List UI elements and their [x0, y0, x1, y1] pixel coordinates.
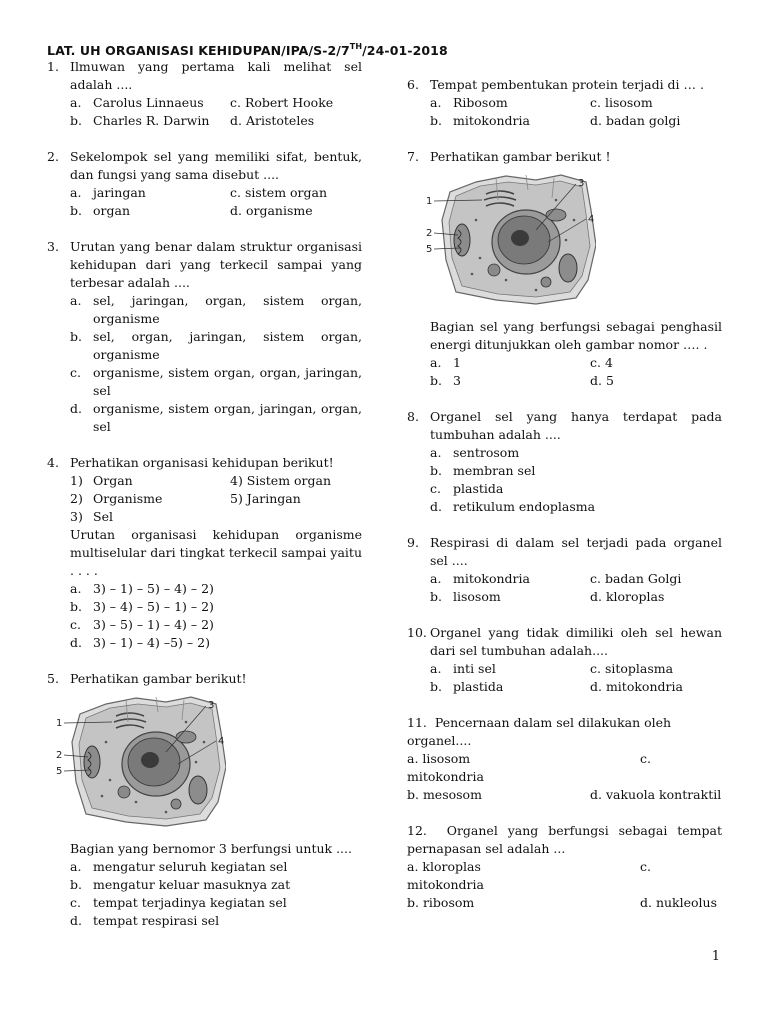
option-c: c. sistem organ [230, 185, 328, 200]
option-c: c. plastida [430, 481, 504, 496]
option-b: b. 3 [430, 373, 461, 388]
question-5: 5. Perhatikan gambar berikut! 1 2 3 4 5 Bagian yang bernomor 3 berfungsi untuk .... a. mengatur seluruh kegiatan sel b. mengatur keluar masuknya zat c. tempat terjadinya kegiatan sel d. tempat respirasi sel [47, 670, 362, 930]
question-7: 7. Perhatikan gambar berikut ! 1 2 3 4 5 Bagian sel yang berfungsi sebagai penghasil energi ditunjukkan oleh gambar nomor …. . a. 1 c. 4 b. 3 d. 5 [407, 148, 722, 390]
option-c-text: mitokondria [407, 877, 484, 892]
question-8: 8. Organel sel yang hanya terdapat pada tumbuhan adalah .... a. sentrosom b. membran sel c. plastida d. retikulum endoplasma [407, 409, 722, 514]
option-b: b. mengatur keluar masuknya zat [70, 877, 291, 892]
page-number: 1 [711, 949, 720, 964]
question-6: 6. Tempat pembentukan protein terjadi di … . a. Ribosom c. lisosom b. mitokondria d. badan golgi [407, 76, 722, 130]
option-d: d. 3) – 1) – 4) –5) – 2) [70, 635, 210, 650]
option-d: d. retikulum endoplasma [430, 499, 596, 514]
option-d: d. 5 [590, 373, 614, 388]
question-11 [407, 714, 722, 804]
option-c: c. 3) – 5) – 1) – 4) – 2) [70, 617, 214, 632]
diagram-label-2: 2 [56, 750, 63, 761]
option-c: c. [640, 859, 651, 874]
item-2: 2) Organisme [70, 491, 163, 506]
option-d: d. badan golgi [590, 113, 681, 128]
option-c: c. [640, 751, 651, 766]
option-b: b. mitokondria [430, 113, 530, 128]
option-a: a. sentrosom [430, 445, 520, 460]
diagram-label-3: 3 [578, 178, 585, 189]
option-a: a. Carolus Linnaeus [70, 95, 204, 110]
option-b: b. plastida [430, 679, 504, 694]
question-text: Perhatikan gambar berikut! [70, 671, 247, 686]
question-1: 1. Ilmuwan yang pertama kali melihat sel adalah .... a. Carolus Linnaeus c. Robert Hooke b. Charles R. Darwin d. Aristoteles [47, 58, 362, 130]
question-text-2: Bagian sel yang berfungsi sebagai penghasil energi ditunjukkan oleh gambar nomor …. . [430, 319, 722, 352]
question-text-2: Bagian yang bernomor 3 berfungsi untuk .... [70, 841, 352, 856]
option-c: c. Robert Hooke [230, 95, 334, 110]
question-text: 11. Pencernaan dalam sel dilakukan oleh organel.... [407, 715, 672, 748]
option-c: c. 4 [590, 355, 613, 370]
option-b: b. Charles R. Darwin [70, 113, 210, 128]
option-b: b. membran sel [430, 463, 536, 478]
animal-cell-diagram [426, 170, 596, 310]
item-4: 4) Sistem organ [230, 473, 332, 488]
option-d: d. organisme [230, 203, 313, 218]
diagram-label-5: 5 [56, 766, 63, 777]
diagram-label-2: 2 [426, 228, 433, 239]
option-a: a. sel, jaringan, organ, sistem organ, organisme [70, 293, 362, 326]
question-text: Sekelompok sel yang memiliki sifat, bentuk, dan fungsi yang sama disebut .... [70, 149, 362, 182]
option-d: d. tempat respirasi sel [70, 913, 220, 928]
option-a: a. inti sel [430, 661, 496, 676]
option-a: a. Ribosom [430, 95, 508, 110]
item-5: 5) Jaringan [230, 491, 301, 506]
question-text: Perhatikan organisasi kehidupan berikut! [70, 455, 334, 470]
option-d: d. kloroplas [590, 589, 665, 604]
option-b: b. sel, organ, jaringan, sistem organ, organisme [70, 329, 362, 362]
option-c: c. lisosom [590, 95, 653, 110]
option-d: d. organisme, sistem organ, jaringan, organ, sel [70, 401, 362, 434]
diagram-label-4: 4 [588, 214, 595, 225]
diagram-label-3: 3 [208, 700, 215, 711]
item-3: 3) Sel [70, 509, 113, 524]
question-text: Urutan yang benar dalam struktur organisasi kehidupan dari yang terkecil sampai yang terbesar adalah .... [70, 239, 362, 290]
option-a: a. mitokondria [430, 571, 530, 586]
option-d: d. vakuola kontraktil [590, 787, 722, 802]
question-3: 3. Urutan yang benar dalam struktur organisasi kehidupan dari yang terkecil sampai yang terbesar adalah .... a. sel, jaringan, organ, sistem organ, organisme b. sel, organ, jaringan, sistem organ, organisme c. organisme, sistem organ, organ, jaringan, sel d. organisme, sistem organ, jaringan, organ, sel [47, 239, 362, 434]
diagram-label-5: 5 [426, 244, 433, 255]
option-a: a. 3) – 1) – 5) – 4) – 2) [70, 581, 214, 596]
option-c: c. tempat terjadinya kegiatan sel [70, 895, 287, 910]
option-c: c. organisme, sistem organ, organ, jaringan, sel [70, 365, 362, 398]
left-column [47, 58, 362, 948]
diagram-label-4: 4 [218, 736, 225, 747]
animal-cell-diagram [56, 692, 226, 832]
option-a: a. 1 [430, 355, 461, 370]
option-a: a. jaringan [70, 185, 146, 200]
question-10: 10. Organel yang tidak dimiliki oleh sel hewan dari sel tumbuhan adalah.... a. inti sel c. sitoplasma b. plastida d. mitokondria [407, 624, 722, 696]
question-text: Perhatikan gambar berikut ! [430, 149, 611, 164]
option-d: d. nukleolus [640, 895, 718, 910]
question-text: Respirasi di dalam sel terjadi pada organel sel .... [430, 535, 722, 568]
option-a: a. mengatur seluruh kegiatan sel [70, 859, 288, 874]
option-c: c. sitoplasma [590, 661, 674, 676]
option-c: c. badan Golgi [590, 571, 682, 586]
question-text: Tempat pembentukan protein terjadi di … . [430, 77, 704, 92]
option-c-text: mitokondria [407, 769, 484, 784]
diagram-label-1: 1 [56, 718, 63, 729]
question-text-2: Urutan organisasi kehidupan organisme multiselular dari tingkat terkecil sampai yaitu . . . . [70, 527, 362, 578]
right-column [407, 76, 722, 930]
option-b: b. mesosom [407, 787, 482, 802]
page-title: LAT. UH ORGANISASI KEHIDUPAN/IPA/S-2/7TH/24-01-2018 [47, 42, 448, 58]
diagram-label-1: 1 [426, 196, 433, 207]
option-b: b. ribosom [407, 895, 475, 910]
option-b: b. 3) – 4) – 5) – 1) – 2) [70, 599, 214, 614]
option-d: d. Aristoteles [230, 113, 315, 128]
question-9: 9. Respirasi di dalam sel terjadi pada organel sel .... a. mitokondria c. badan Golgi b. lisosom d. kloroplas [407, 534, 722, 606]
question-text: Ilmuwan yang pertama kali melihat sel adalah .... [70, 59, 362, 92]
option-b: b. lisosom [430, 589, 501, 604]
question-text: 12. Organel yang berfungsi sebagai tempat pernapasan sel adalah ... [407, 823, 722, 856]
question-12 [407, 822, 722, 912]
question-text: Organel sel yang hanya terdapat pada tumbuhan adalah .... [430, 409, 722, 442]
option-b: b. organ [70, 203, 131, 218]
option-a: a. kloroplas [407, 859, 481, 874]
item-1: 1) Organ [70, 473, 133, 488]
question-4: 4. Perhatikan organisasi kehidupan berikut! 1) Organ 4) Sistem organ 2) Organisme 5) Jaringan 3) Sel Urutan organisasi kehidupan organisme multiselular dari tingkat terkecil sampai yaitu . . . . a. 3) – 1) – 5) – 4) – 2) b. 3) – 4) – 5) – 1) – 2) c. 3) – 5) – 1) – 4) – 2) d. 3) – 1) – 4) –5) – 2) [47, 454, 362, 652]
option-d: d. mitokondria [590, 679, 683, 694]
option-a: a. lisosom [407, 751, 471, 766]
question-2: 2. Sekelompok sel yang memiliki sifat, bentuk, dan fungsi yang sama disebut .... a. jaringan c. sistem organ b. organ d. organisme [47, 148, 362, 220]
question-text: Organel yang tidak dimiliki oleh sel hewan dari sel tumbuhan adalah.... [430, 625, 722, 658]
